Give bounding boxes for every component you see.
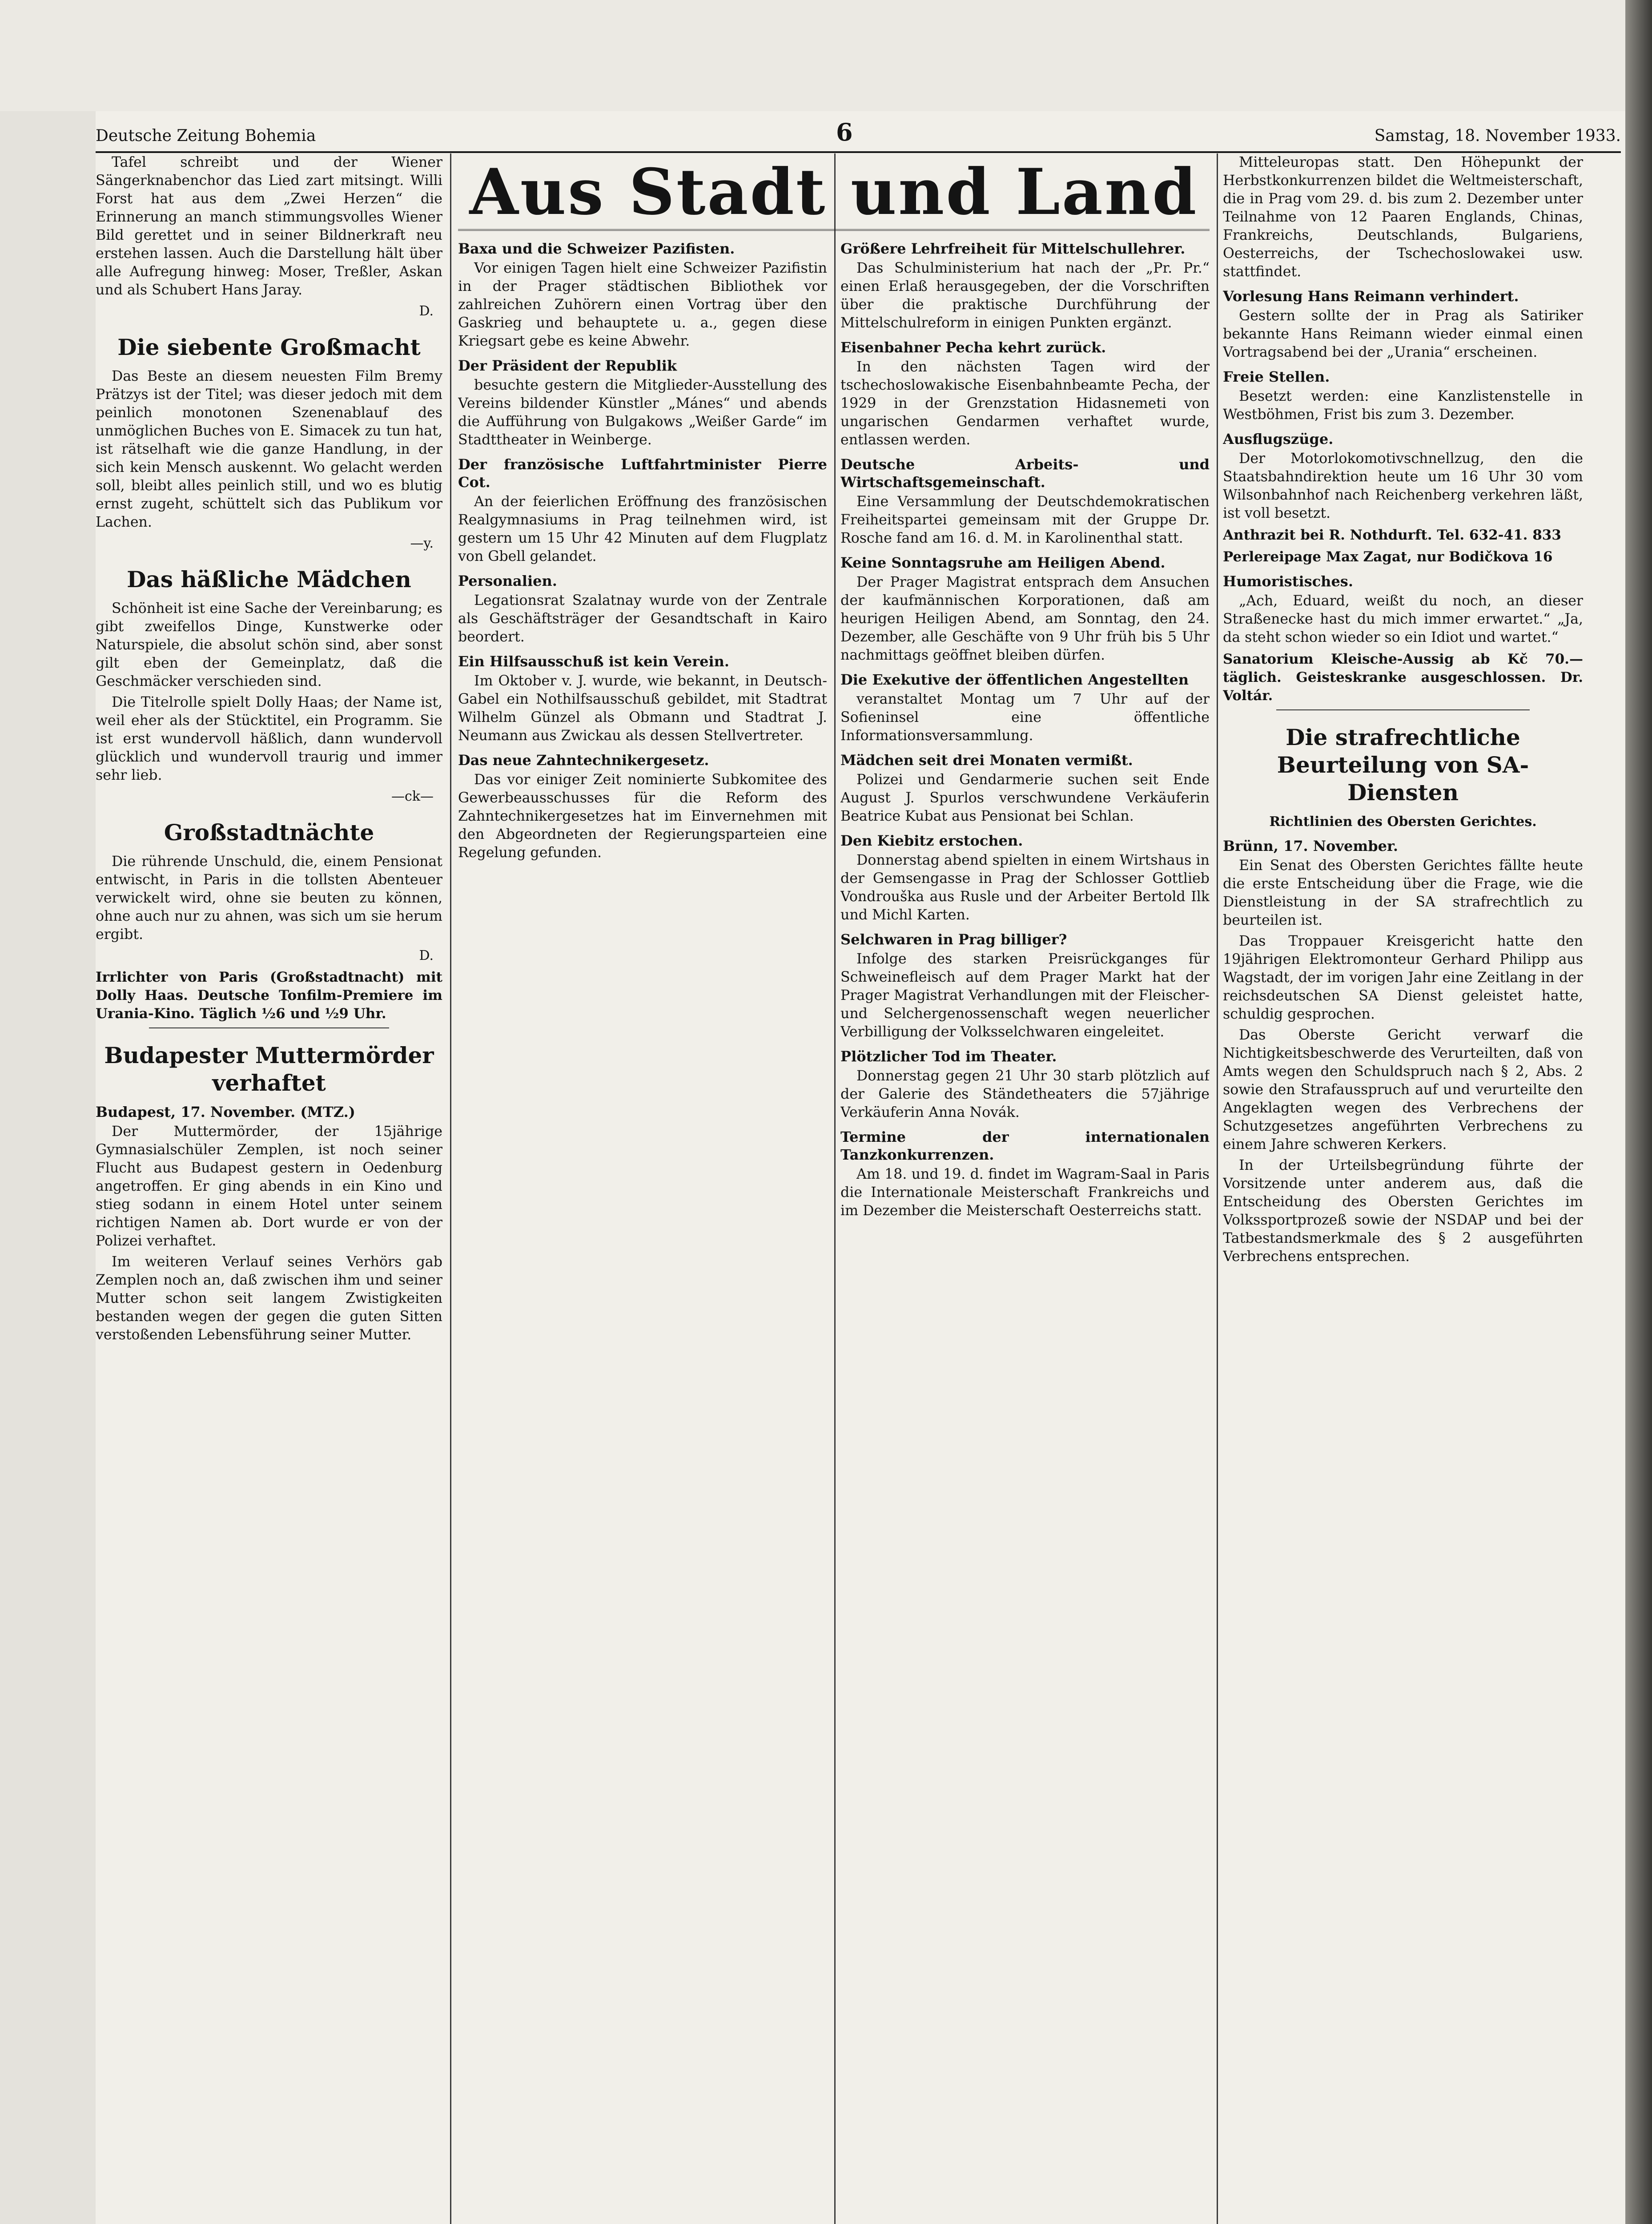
headline: Freie Stellen. <box>1223 368 1330 385</box>
headline: Termine der internationalen Tanzkonkurrenzen. <box>840 1128 1210 1163</box>
article-text: veranstaltet Montag um 7 Uhr auf der Sofieninsel eine öffentliche Informationsversammlung. <box>840 691 1210 744</box>
scan-edge-shadow <box>1625 0 1652 2224</box>
divider <box>1276 709 1530 710</box>
article-text: Im Oktober v. J. wurde, wie bekannt, in Deutsch-Gabel ein Nothilfsausschuß gebildet, mit Stadtrat Wilhelm Günzel als Obmann und Stadtrat J. Neumann aus Zwickau als dessen Stellvertreter. <box>458 673 827 744</box>
advertisement: Anthrazit bei R. Nothdurft. Tel. 632-41. 833 <box>1223 527 1561 543</box>
article-text: Mitteleuropas statt. Den Höhepunkt der Herbstkonkurrenzen bildet die Weltmeisterschaft, die in Prag vom 29. d. bis zum 2. Dezember unter Teilnahme von 12 Paaren Englands, Chinas, Frankreichs, Deutschlands, Bulgariens, Oesterreichs, der Tschechoslowakei usw. stattfindet. <box>1223 154 1583 280</box>
article-text: Das Schulministerium hat nach der „Pr. Pr.“ einen Erlaß herausgegeben, der die Vorschriften über die praktische Durchführung der Mittelschulreform in einigen Punkten ergänzt. <box>840 260 1210 331</box>
column-rule <box>1217 153 1218 2224</box>
article-text: Besetzt werden: eine Kanzlistenstelle in Westböhmen, Frist bis zum 3. Dezember. <box>1223 388 1583 423</box>
column-rule <box>834 153 836 2224</box>
article-text: An der feierlichen Eröffnung des französischen Realgymnasiums in Prag teilnehmen wird, ist gestern um 15 Uhr 42 Minuten auf dem Flugplatz von Gbell gelandet. <box>458 494 827 564</box>
article-text: Schönheit ist eine Sache der Vereinbarung; es gibt zweifellos Dinge, Kunstwerke oder Naturspiele, die absolut schön sind, aber sonst gilt eben der Gemeinplatz, daß die Geschmäcker verschieden sind. <box>96 600 442 689</box>
article-text: Im weiteren Verlauf seines Verhörs gab Zemplen noch an, daß zwischen ihm und seiner Mutter schon seit langem Zwistigkeiten bestanden wegen der gegen die guten Sitten verstoßenden Lebensführung seiner Mutter. <box>96 1254 442 1343</box>
column-3 <box>840 234 1210 2224</box>
headline: Humoristisches. <box>1223 573 1353 590</box>
headline: Deutsche Arbeits- und Wirtschaftsgemeinschaft. <box>840 456 1210 491</box>
article-text: Polizei und Gendarmerie suchen seit Ende August J. Spurlos verschwundene Verkäuferin Beatrice Kubat aus Pensionat bei Schlan. <box>840 772 1210 824</box>
article-text: In der Urteilsbegründung führte der Vorsitzende unter anderem aus, daß die Entscheidung des Obersten Gerichtes im Volkssportprozeß sowie der NSDAP und bei der Tatbestandsmerkmale des § 2 ausgeführten Verbrechens entsprechen. <box>1223 1157 1583 1265</box>
headline: Den Kiebitz erstochen. <box>840 832 1023 849</box>
article-text: Die rührende Unschuld, die, einem Pensionat entwischt, in Paris in die tollsten Abenteuer verwickelt wird, ohne sie beuten zu können, ohne auch nur zu ahnen, was sich um sie herum ergibt. <box>96 854 442 943</box>
signature: D. <box>419 948 434 963</box>
article-text: Das Beste an diesem neuesten Film Bremy Prätzys ist der Titel; was dieser jedoch mit dem peinlich monotonen Szenenablauf des unmöglichen Buches von E. Simacek zu tun hat, ist rätselhaft wie die ganze Handlung, in der sich kein Mensch auskennt. Wo gelacht werden soll, bleibt alles peinlich still, und wo es blutig ernst zugeht, schüttelt sich das Publikum vor Lachen. <box>96 368 442 530</box>
header-paper-name: Deutsche Zeitung Bohemia <box>96 127 316 145</box>
article-text: Donnerstag abend spielten in einem Wirtshaus in der Gemsengasse in Prag der Schlosser Gottlieb Vondrouška aus Rusle und der Arbeiter Bertold Ilk und Michl Karten. <box>840 852 1210 923</box>
article-text: In den nächsten Tagen wird der tschechoslowakische Eisenbahnbeamte Pecha, der 1929 in der Grenzstation Hidasnemeti von ungarischen Gendarmen verhaftet wurde, entlassen werden. <box>840 359 1210 448</box>
headline-budapester-muttermoerder: Budapester Muttermörder verhaftet <box>104 1042 434 1096</box>
article-text: Donnerstag gegen 21 Uhr 30 starb plötzlich auf der Galerie des Ständetheaters die 57jährige Verkäuferin Anna Novák. <box>840 1068 1210 1120</box>
headline: Das neue Zahntechnikergesetz. <box>458 752 709 769</box>
column-1 <box>96 153 442 2224</box>
page-header <box>96 118 1621 153</box>
headline: Personalien. <box>458 572 557 589</box>
article-text: Das vor einiger Zeit nominierte Subkomitee des Gewerbeausschusses für die Reform des Zahntechnikergesetzes hat im Einvernehmen mit den Abgeordneten der Regierungsparteien eine Regelung gefunden. <box>458 772 827 861</box>
section-banner: Aus Stadt und Land <box>458 156 1210 231</box>
headline: Ein Hilfsausschuß ist kein Verein. <box>458 653 729 670</box>
article-text: Das Troppauer Kreisgericht hatte den 19jährigen Elektromonteur Gerhard Philipp aus Wagstadt, der im vorigen Jahr eine Zeitlang in der reichsdeutschen SA Dienst geleistet hatte, schuldig gesprochen. <box>1223 933 1583 1022</box>
headline: Baxa und die Schweizer Pazifisten. <box>458 240 735 257</box>
article-text: „Ach, Eduard, weißt du noch, an dieser Straßenecke hast du mich immer erwartet.“ „Ja, da steht schon wieder so ein Idiot und wartet.“ <box>1223 593 1583 645</box>
headline-grossstadtnaechte: Großstadtnächte <box>164 819 374 846</box>
headline: Eisenbahner Pecha kehrt zurück. <box>840 339 1106 356</box>
article-text: Der Prager Magistrat entsprach dem Ansuchen der kaufmännischen Korporationen, daß am heurigen Heiligen Abend, am Sonntag, den 24. Dezember, alle Geschäfte von 9 Uhr früh bis 5 Uhr nachmittags geöffnet bleiben dürfen. <box>840 574 1210 663</box>
column-rule <box>450 153 451 2224</box>
header-date: Samstag, 18. November 1933. <box>1374 127 1621 145</box>
article-text: Legationsrat Szalatnay wurde von der Zentrale als Geschäftsträger der Gesandtschaft in Kairo beordert. <box>458 592 827 645</box>
header-page-number: 6 <box>836 118 853 146</box>
headline: Keine Sonntagsruhe am Heiligen Abend. <box>840 554 1166 571</box>
headline: Vorlesung Hans Reimann verhindert. <box>1223 288 1519 305</box>
headline: Ausflugszüge. <box>1223 431 1334 447</box>
headline: Selchwaren in Prag billiger? <box>840 931 1067 948</box>
cinema-notice: Irrlichter von Paris (Großstadtnacht) mit Dolly Haas. Deutsche Tonfilm-Premiere im Urania-Kino. Täglich ½6 und ½9 Uhr. <box>96 969 442 1022</box>
article-text: Eine Versammlung der Deutschdemokratischen Freiheitspartei gemeinsam mit der Gruppe Dr. Rosche fand am 16. d. M. in Karolinenthal statt. <box>840 494 1210 546</box>
headline-haessliche-maedchen: Das häßliche Mädchen <box>127 566 411 592</box>
headline: Größere Lehrfreiheit für Mittelschullehrer. <box>840 240 1186 257</box>
article-text: Die Titelrolle spielt Dolly Haas; der Name ist, weil eher als der Stücktitel, ein Programm. Sie ist erst wundervoll häßlich, dann wundervoll glücklich und wundervoll traurig und immer sehr lieb. <box>96 694 442 783</box>
headline: Plötzlicher Tod im Theater. <box>840 1048 1057 1065</box>
article-text: Das Oberste Gericht verwarf die Nichtigkeitsbeschwerde des Verurteilten, daß von Amts wegen den Schuldspruch nach § 2, Abs. 2 sowie den Strafausspruch auf und verurteilte den Angeklagten wegen des Verbrechens der Schutzgesetzes angeführten Verbrechens zu einem Jahre schweren Kerkers. <box>1223 1027 1583 1152</box>
dateline: Budapest, 17. November. (MTZ.) <box>96 1104 355 1120</box>
article-text: Gestern sollte der in Prag als Satiriker bekannte Hans Reimann wieder einmal einen Vortragsabend bei der „Urania“ erscheinen. <box>1223 308 1583 360</box>
dateline: Brünn, 17. November. <box>1223 838 1398 854</box>
scan-margin-top <box>0 0 1652 111</box>
divider <box>149 1027 389 1028</box>
article-text: Der Muttermörder, der 15jährige Gymnasialschüler Zemplen, ist noch seiner Flucht aus Budapest gestern in Oedenburg angetroffen. Er ging abends in ein Kino und stieg sodann in einem Hotel unter seinem richtigen Namen ab. Dort wurde er von der Polizei verhaftet. <box>96 1124 442 1249</box>
article-text: Ein Senat des Obersten Gerichtes fällte heute die erste Entscheidung über die Frage, wie die Dienstleistung in der SA strafrechtlich zu beurteilen ist. <box>1223 858 1583 928</box>
article-text: Der Motorlokomotivschnellzug, den die Staatsbahndirektion heute um 16 Uhr 30 vom Wilsonbahnhof nach Reichenberg verkehren läßt, ist voll besetzt. <box>1223 451 1583 521</box>
headline: Der Präsident der Republik <box>458 357 677 374</box>
column-4 <box>1223 153 1583 2224</box>
signature: —ck— <box>391 789 434 804</box>
headline-siebente-grossmacht: Die siebente Großmacht <box>117 334 421 360</box>
article-text: Vor einigen Tagen hielt eine Schweizer Pazifistin in der Prager städtischen Bibliothek vor zahlreichen Zuhörern einen Vortrag über den Gaskrieg und behauptete u. a., gegen diese Kriegsart gebe es keine Abwehr. <box>458 260 827 349</box>
article-text: Am 18. und 19. d. findet im Wagram-Saal in Paris die Internationale Meisterschaft Frankreichs und im Dezember die Meisterschaft Oesterreichs statt. <box>840 1166 1210 1219</box>
signature: —y. <box>410 536 434 551</box>
article-text: Infolge des starken Preisrückganges für Schweinefleisch auf dem Prager Markt hat der Prager Magistrat Verhandlungen mit der Fleischer- und Selchergenossenschaft wegen neuerlicher Verbilligung der Volksselchwaren eingeleitet. <box>840 951 1210 1040</box>
headline-sa-dienste: Die strafrechtliche Beurteilung von SA-Diensten <box>1277 724 1529 806</box>
advertisement: Sanatorium Kleische-Aussig ab Kč 70.— täglich. Geisteskranke ausgeschlossen. Dr. Voltár. <box>1223 651 1583 704</box>
subheadline: Richtlinien des Obersten Gerichtes. <box>1269 814 1537 830</box>
article-text: besuchte gestern die Mitglieder-Ausstellung des Vereins bildender Künstler „Mánes“ und abends die Aufführung von Bulgakows „Weißer Garde“ im Stadttheater in Weinberge. <box>458 377 827 448</box>
signature: D. <box>419 303 434 319</box>
headline: Mädchen seit drei Monaten vermißt. <box>840 752 1133 769</box>
article-text: Tafel schreibt und der Wiener Sängerknabenchor das Lied zart mitsingt. Willi Forst hat aus dem „Zwei Herzen“ die Erinnerung an manch stimmungsvolles Wiener Bild gerettet und in seiner Bildnerkraft neu erstehen lassen. Auch die Darstellung hält über alle Aufregung hinweg: Moser, Treßler, Askan und als Schubert Hans Jaray. <box>96 154 442 298</box>
headline: Die Exekutive der öffentlichen Angestellten <box>840 671 1189 688</box>
headline: Der französische Luftfahrtminister Pierre Cot. <box>458 456 827 491</box>
advertisement: Perlereipage Max Zagat, nur Bodičkova 16 <box>1223 549 1553 565</box>
column-2 <box>458 234 827 2224</box>
